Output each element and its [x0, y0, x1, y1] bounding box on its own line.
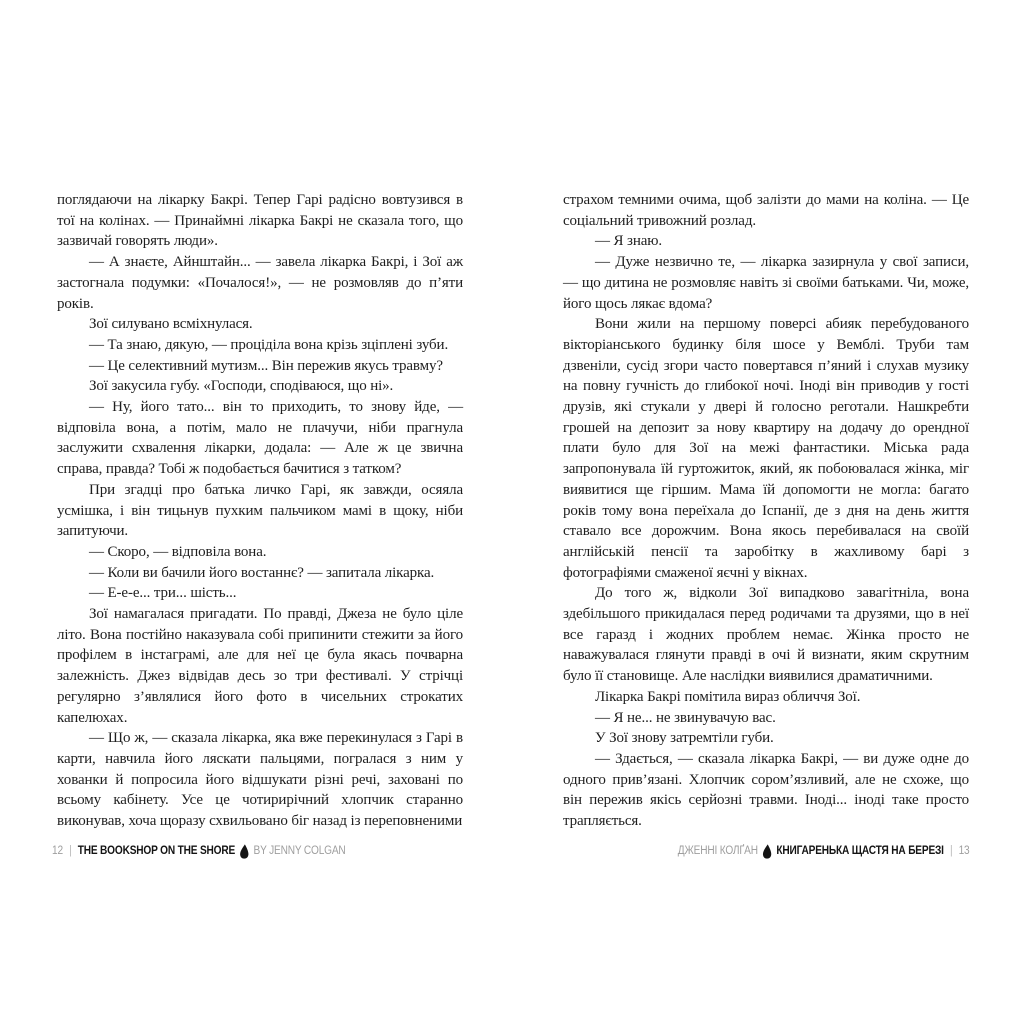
paragraph: — Е-е-е... три... шість... — [89, 585, 237, 602]
book-title-ukrainian: КНИГАРЕНЬКА ЩАСТЯ НА БЕРЕЗІ — [776, 845, 945, 857]
paragraph: — Я не... не звинувачую вас. — [595, 709, 776, 726]
leaf-icon — [239, 844, 249, 859]
paragraph: Зої намагалася пригадати. По правді, Джеза не було ціле літо. Вона постійно наказувала собі припинити стежити за його профілем в інстаграмі, але для неї це була якась почварна залежність. Джез відвідав десь зо три фестивалі. У стрічці регулярно з’являлися його фото в чисельних строкатих капелюхах. — [57, 606, 463, 726]
page-text-left — [57, 190, 463, 832]
paragraph: — Коли ви бачили його востаннє? — запитала лікарка. — [89, 564, 435, 581]
paragraph: До того ж, відколи Зої випадково завагітніла, вона здебільшого прикидалася перед родичами та друзями, що в неї все гаразд і жодних проблем немає. Жінка просто не наважувалася глянути правді в очі й визнати, яким скрутним було її становище. Але наслідки виявилися драматичними. — [563, 585, 969, 685]
paragraph: — Це селективний мутизм... Він пережив якусь травму? — [89, 357, 443, 374]
paragraph: — Та знаю, дякую, — проціділа вона крізь зціплені зуби. — [89, 336, 449, 353]
page-number-left: 12 — [52, 845, 63, 857]
paragraph: Лікарка Бакрі помітила вираз обличчя Зої. — [595, 688, 861, 705]
paragraph: Зої закусила губу. «Господи, сподіваюся, що ні». — [89, 378, 394, 395]
paragraph: Вони жили на першому поверсі абияк перебудованого вікторіанського будинку біля шосе у Вемблі. Труби там дзвеніли, сусід згори часто повертався п’яний і слухав музику на повну гучність до глибокої ночі. Іноді він приводив у гості друзів, які стукали у двері й голосно реготали. Нашкребти грошей на депозит за нову квартиру на додачу до орендної плати було для Зої на межі фантастики. Міська рада запропонувала їй гуртожиток, який, як побоювалася жінка, міг виявитися ще гіршим. Мама їй допомогти не могла: багато років тому вона переїхала до Іспанії, де з дня на день життя ставало все дорожчим. Вона якось перебивалася на своїй англійській пенсії та заробітку в жахливому барі з фотографіями смаженої яєчні у вікнах. — [563, 316, 969, 581]
page-number-right: 13 — [959, 845, 970, 857]
paragraph: — А знаєте, Айнштайн... — завела лікарка Бакрі, і Зої аж застогнала подумки: «Почалося!», — не розмовляв до п’яти років. — [57, 254, 463, 312]
paragraph: — Я знаю. — [595, 233, 662, 250]
paragraph: страхом темними очима, щоб залізти до мами на коліна. — Це соціальний тривожний розлад. — [563, 192, 969, 229]
paragraph: — Скоро, — відповіла вона. — [89, 543, 267, 560]
footer-left — [52, 843, 346, 859]
leaf-icon — [763, 844, 773, 859]
paragraph: — Дуже незвично те, — лікарка зазирнула у свої записи, — що дитина не розмовляє навіть зі своїми батьками. Чи, може, його щось лякає вдома? — [563, 254, 969, 312]
paragraph: При згадці про батька личко Гарі, як завжди, осяяла усмішка, і він тицьнув пухким пальчиком мамі в щоку, ніби запитуючи. — [57, 481, 463, 540]
book-byline-english: BY JENNY COLGAN — [253, 845, 346, 857]
paragraph: У Зої знову затремтіли губи. — [595, 730, 774, 747]
page-text-right — [563, 190, 969, 832]
footer-separator: | — [950, 845, 953, 857]
book-title-english: THE BOOKSHOP ON THE SHORE — [77, 845, 236, 857]
footer-separator: | — [69, 845, 72, 857]
paragraph: — Здається, — сказала лікарка Бакрі, — ви дуже одне до одного прив’язані. Хлопчик сором’язливий, але не схоже, що він пережив якісь серйозні травми. Іноді... іноді таке просто трапляється. — [563, 750, 969, 830]
paragraph: поглядаючи на лікарку Бакрі. Тепер Гарі радісно вовтузився в тої на колінах. — Принаймні лікарка Бакрі не сказала того, що зазвичай говорять люди». — [57, 192, 463, 250]
paragraph: Зої силувано всміхнулася. — [89, 316, 253, 333]
book-author-ukrainian: ДЖЕННІ КОЛҐАН — [678, 845, 759, 857]
paragraph: — Що ж, — сказала лікарка, яка вже перекинулася з Гарі в карти, навчила його ляскати пальцями, погралася з ним у хованки й попросила його відшукати різні речі, заховані по всьому кабінету. Усе це чотирирічний хлопчик старанно виконував, хоча щоразу схвильовано біг назад із переповненими — [57, 730, 463, 830]
paragraph: — Ну, його тато... він то приходить, то знову йде, — відповіла вона, а потім, мало не плачучи, ніби прагнула заслужити схвалення лікарки, додала: — Але ж це звична справа, правда? Тобі ж подобається бачитися з татком? — [57, 399, 463, 478]
footer-right — [678, 843, 970, 859]
